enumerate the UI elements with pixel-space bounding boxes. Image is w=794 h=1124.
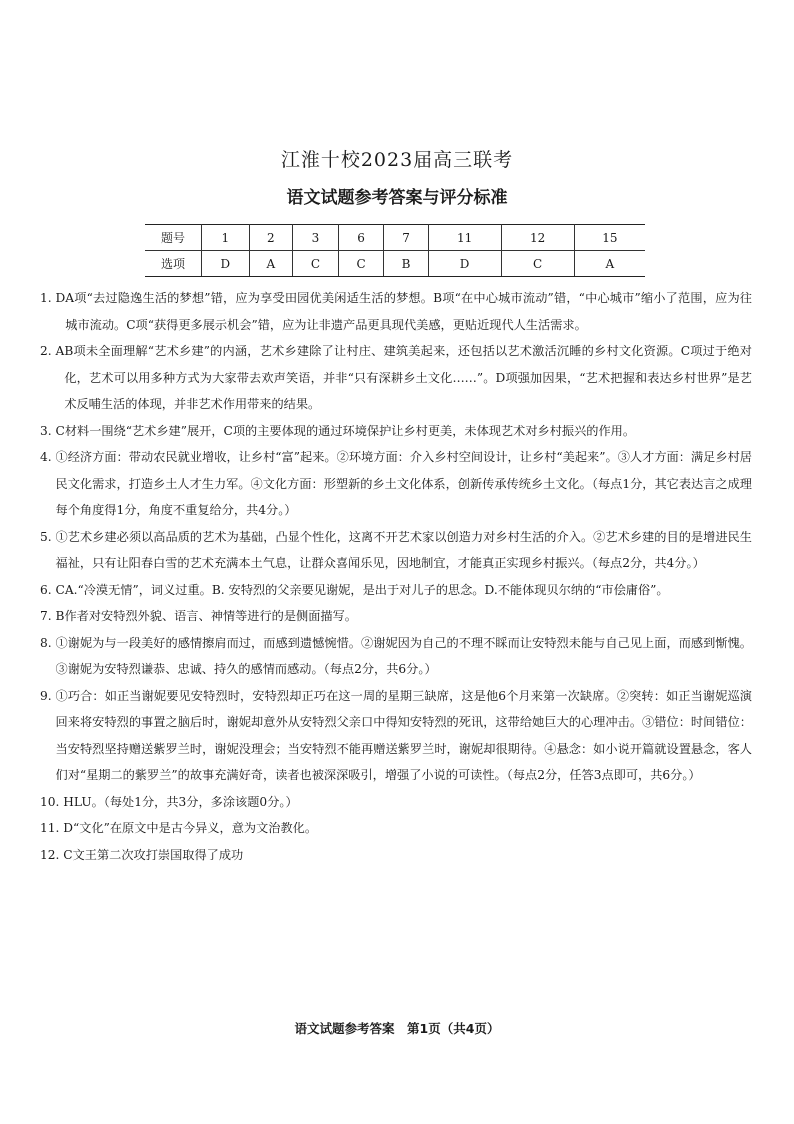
- answer-item-3: [40, 418, 752, 445]
- item-text: HLU。（每处1分，共3分，多涂该题0分。）: [63, 794, 298, 809]
- answer-item-11: [40, 815, 752, 842]
- question-number: 11: [428, 225, 501, 251]
- item-number: 4.: [40, 450, 56, 464]
- item-number: 8.: [40, 635, 56, 650]
- page-footer: 语文试题参考答案 第1页（共4页）: [294, 1021, 500, 1036]
- item-text: ①谢妮为与一段美好的感情擦肩而过，而感到遗憾惋惜。②谢妮因为自己的不理不睬而让安特烈未能与自己见上面，而感到惭愧。③谢妮为安特烈谦恭、忠诚、持久的感情而感动。（每点2分，共6分。）: [55, 635, 752, 676]
- answer-item-7: [40, 603, 752, 630]
- question-number: 7: [384, 225, 428, 251]
- answer-item-6: [40, 577, 752, 604]
- item-text: “文化”在原文中是古今异义，意为文治教化。: [73, 821, 318, 835]
- item-number: 9.: [40, 688, 56, 703]
- answer-option: C: [338, 251, 384, 277]
- item-text: A.“冷漠无情”，词义过重。B. 安特烈的父亲要见谢妮，是出于对儿子的思念。D.不能体现贝尔纳的“市侩庸俗”。: [64, 582, 669, 597]
- item-text: ①经济方面：带动农民就业增收，让乡村“富”起来。②环境方面：介入乡村空间设计，让乡村“美起来”。③人才方面：满足乡村居民文化需求，打造乡土人才生力军。④文化方面：形塑新的乡土文化体系，创新传承传统乡土文化。（每点1分，其它表达言之成理每个角度得1分，角度不重复给分，共4分。）: [55, 450, 752, 517]
- item-number: 7. B: [40, 609, 65, 623]
- item-text: 作者对安特烈外貌、语言、神情等进行的是侧面描写。: [64, 609, 357, 623]
- item-number: 2. A: [40, 344, 65, 358]
- question-number-row: [145, 225, 645, 251]
- answer-item-10: [40, 789, 752, 816]
- item-number: 3. C: [40, 423, 65, 438]
- answer-option: A: [574, 251, 645, 277]
- page-title: 江淮十校2023届高三联考: [280, 149, 514, 171]
- answer-item-12: [40, 842, 752, 869]
- item-text: A项“去过隐逸生活的梦想”错，应为享受田园优美闲适生活的梦想。B项“在中心城市流动”错，“中心城市”缩小了范围，应为往城市流动。C项“获得更多展示机会”错，应为让非遗产品更具现代美感，更贴近现代人生活需求。: [65, 291, 752, 332]
- answer-option: D: [428, 251, 501, 277]
- item-number: 10.: [40, 794, 64, 809]
- answer-item-5: [40, 524, 752, 577]
- answer-option: D: [202, 251, 250, 277]
- answer-item-1: [40, 285, 752, 338]
- answer-item-2: [40, 338, 752, 418]
- page-subtitle: 语文试题参考答案与评分标准: [286, 188, 508, 208]
- answer-item-8: [40, 630, 752, 683]
- question-number: 6: [338, 225, 384, 251]
- question-number: 12: [501, 225, 574, 251]
- answer-option-row: [145, 251, 645, 277]
- answer-option: B: [384, 251, 428, 277]
- item-number: 1. D: [40, 291, 66, 305]
- answer-table: [145, 224, 645, 277]
- item-text: ①巧合：如正当谢妮要见安特烈时，安特烈却正巧在这一周的星期三缺席，这是他6个月来第一次缺席。②突转：如正当谢妮巡演回来将安特烈的事置之脑后时，谢妮却意外从安特烈父亲口中得知安特烈的死讯，这带给她巨大的心理冲击。③错位：时间错位：当安特烈坚持赠送紫罗兰时，谢妮没理会；当安特烈不能再赠送紫罗兰时，谢妮却很期待。④悬念：如小说开篇就设置悬念，客人们对“星期二的紫罗兰”的故事充满好奇，读者也被深深吸引，增强了小说的可读性。（每点2分，任答3点即可，共6分。）: [55, 688, 752, 782]
- question-number: 2: [249, 225, 292, 251]
- item-text: ①艺术乡建必须以高品质的艺术为基础，凸显个性化，这离不开艺术家以创造力对乡村生活的介入。②艺术乡建的目的是增进民生福祉，只有让阳春白雪的艺术充满本土气息，让群众喜闻乐见，因地制宜，才能真正实现乡村振兴。（每点2分，共4分。）: [55, 529, 752, 570]
- question-number: 1: [202, 225, 250, 251]
- row-label: 选项: [145, 251, 202, 277]
- question-number: 15: [574, 225, 645, 251]
- question-number: 3: [293, 225, 339, 251]
- item-number: 11. D: [40, 821, 74, 835]
- item-number: 12. C: [40, 847, 73, 862]
- answer-option: A: [249, 251, 292, 277]
- answer-item-9: [40, 683, 752, 789]
- row-label: 题号: [145, 225, 202, 251]
- item-text: 文王第二次攻打崇国取得了成功: [72, 847, 244, 862]
- answer-item-4: [40, 444, 752, 524]
- answer-option: C: [501, 251, 574, 277]
- item-number: 5.: [40, 529, 56, 544]
- item-text: 材料一围绕“艺术乡建”展开，C项的主要体现的通过环境保护让乡村更美，未体现艺术对乡村振兴的作用。: [64, 423, 636, 438]
- answer-explanations: [40, 285, 752, 868]
- answer-option: C: [293, 251, 339, 277]
- item-number: 6. C: [40, 582, 65, 597]
- item-text: B项未全面理解“艺术乡建”的内涵，艺术乡建除了让村庄、建筑美起来，还包括以艺术激活沉睡的乡村文化资源。C项过于绝对化，艺术可以用多种方式为大家带去欢声笑语，并非“只有深耕乡土文化……”。D项强加因果，“艺术把握和表达乡村世界”是艺术反哺生活的体现，并非艺术作用带来的结果。: [64, 344, 752, 411]
